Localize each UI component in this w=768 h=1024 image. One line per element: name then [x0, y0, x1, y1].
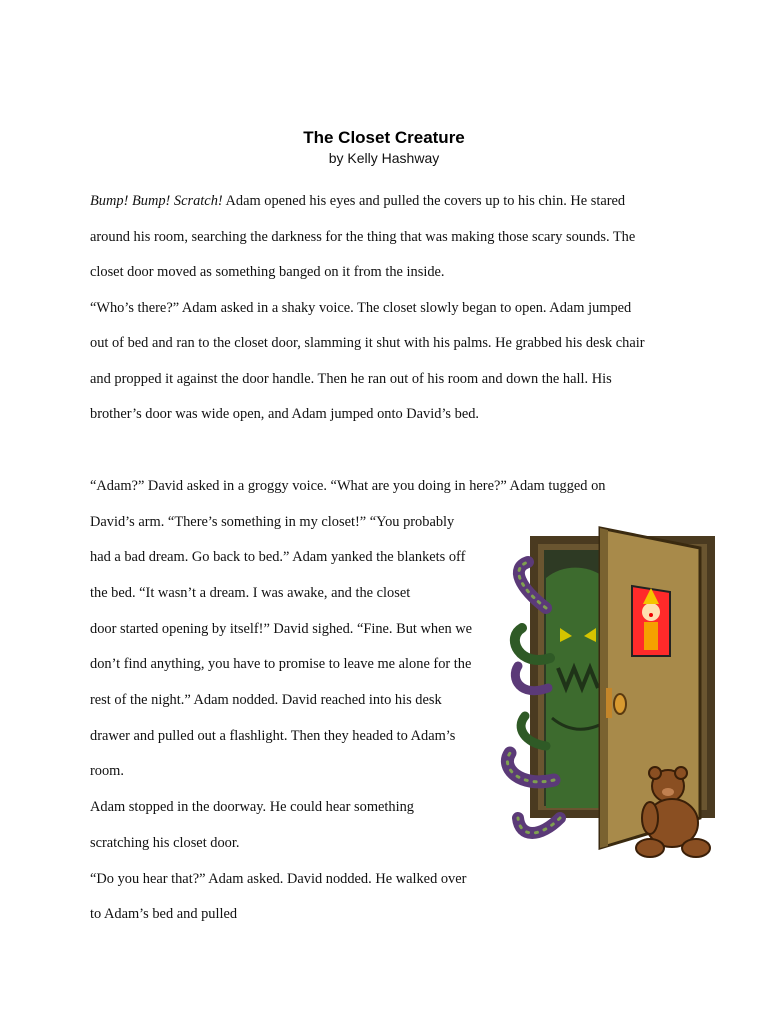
story-line [90, 192, 625, 210]
story-line: rest of the night.” Adam nodded. David reached into his desk [90, 692, 442, 708]
door-knob-icon [614, 694, 626, 714]
story-line: scratching his closet door. [90, 835, 240, 851]
story-line: “Who’s there?” Adam asked in a shaky voice. The closet slowly began to open. Adam jumped [90, 300, 632, 316]
story-title: The Closet Creature [303, 128, 465, 147]
closet-door [600, 528, 700, 848]
story-line: Adam stopped in the doorway. He could hear something [90, 799, 414, 815]
story-line: “Adam?” David asked in a groggy voice. “What are you doing in here?” Adam tugged on [90, 478, 606, 494]
sound-effect-text: Bump! Bump! Scratch! [90, 193, 223, 209]
story-line: brother’s door was wide open, and Adam jumped onto David’s bed. [90, 406, 480, 422]
story-line: David’s arm. “There’s something in my closet!” “You probably [90, 514, 455, 530]
story-line: drawer and pulled out a flashlight. Then they headed to Adam’s [90, 728, 456, 744]
story-line: don’t find anything, you have to promise to leave me alone for the [90, 656, 472, 672]
story-line: out of bed and ran to the closet door, slamming it shut with his palms. He grabbed his desk chair [90, 335, 645, 351]
story-line: had a bad dream. Go back to bed.” Adam yanked the blankets off [90, 549, 466, 565]
story-line: room. [90, 763, 124, 779]
story-line-text: Adam opened his eyes and pulled the covers up to his chin. He stared [222, 193, 626, 209]
clown-poster-icon [632, 586, 670, 656]
story-line: “Do you hear that?” Adam asked. David nodded. He walked over [90, 871, 467, 887]
story-line: and propped it against the door handle. Then he ran out of his room and down the hall. His [90, 371, 612, 387]
story-author: by Kelly Hashway [328, 150, 440, 166]
story-line: to Adam’s bed and pulled [90, 906, 238, 922]
story-line: door started opening by itself!” David sighed. “Fine. But when we [90, 621, 473, 637]
story-line: around his room, searching the darkness for the thing that was making those scary sounds. The [90, 229, 636, 245]
closet-monster-illustration [500, 518, 720, 868]
story-line: closet door moved as something banged on it from the inside. [90, 264, 445, 280]
story-line: the bed. “It wasn’t a dream. I was awake, and the closet [90, 585, 411, 601]
